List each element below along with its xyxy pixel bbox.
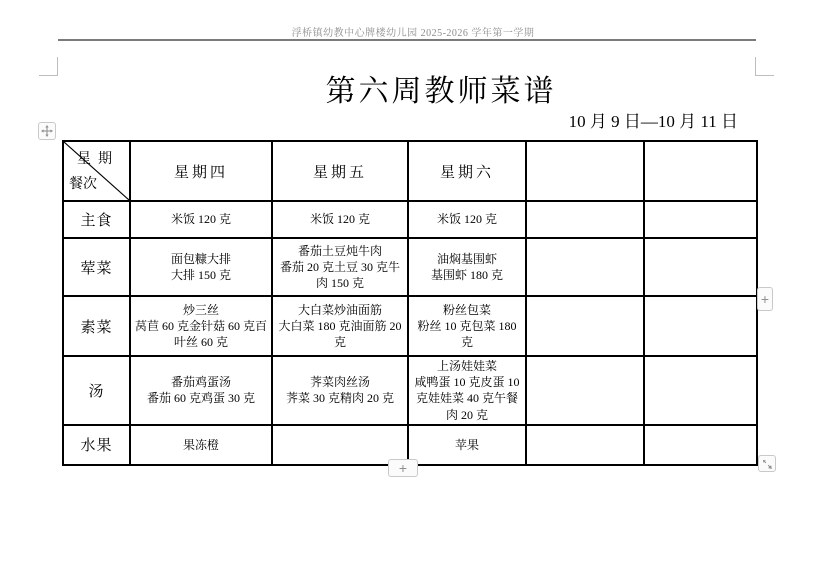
header-rule — [58, 39, 756, 41]
running-header — [0, 24, 826, 39]
date-range: 10 月 9 日—10 月 11 日 — [568, 112, 738, 131]
menu-cell[interactable] — [408, 201, 526, 238]
menu-line: 面包糠大排 — [170, 251, 231, 266]
menu-cell[interactable] — [130, 238, 272, 296]
running-header-text: 浮桥镇幼教中心牌楼幼儿园 2025-2026 学年第一学期 — [291, 28, 535, 39]
day-header-3[interactable]: 星期六 — [408, 141, 526, 201]
menu-table-header-row — [63, 141, 757, 201]
add-row-button[interactable]: + — [388, 459, 418, 477]
menu-cell[interactable] — [644, 425, 757, 465]
margin-crop-mark-top-left — [39, 75, 58, 76]
menu-line: 荠菜 30 克精肉 20 克 — [285, 391, 394, 406]
menu-table — [62, 140, 758, 466]
menu-line: 基围虾 180 克 — [430, 268, 503, 282]
menu-line: 咸鸭蛋 10 克皮蛋 10 克娃娃菜 40 克午餐肉 20 克 — [414, 375, 520, 422]
menu-line: 上汤娃娃菜 — [436, 359, 497, 373]
row-label[interactable]: 汤 — [63, 356, 130, 425]
menu-cell[interactable] — [272, 296, 408, 356]
add-column-button[interactable]: + — [757, 287, 773, 311]
menu-row — [63, 296, 757, 356]
menu-cell[interactable] — [130, 425, 272, 465]
corner-label-week: 星 期 — [77, 152, 112, 167]
menu-row — [63, 238, 757, 296]
menu-cell[interactable] — [526, 356, 644, 425]
day-header-5[interactable] — [644, 141, 757, 201]
menu-line: 油焖基围虾 — [436, 251, 497, 266]
menu-cell[interactable] — [408, 425, 526, 465]
menu-line: 炒三丝 — [182, 302, 219, 317]
menu-cell[interactable] — [644, 356, 757, 425]
menu-cell[interactable] — [644, 201, 757, 238]
menu-line: 荠菜肉丝汤 — [309, 375, 370, 390]
row-label[interactable]: 主食 — [63, 201, 130, 238]
menu-cell[interactable] — [272, 238, 408, 296]
menu-row — [63, 356, 757, 425]
menu-line: 苹果 — [454, 437, 479, 452]
menu-table-body — [63, 201, 757, 465]
menu-cell[interactable] — [272, 425, 408, 465]
day-header-4[interactable] — [526, 141, 644, 201]
resize-icon — [761, 458, 773, 470]
day-header-2[interactable]: 星期五 — [272, 141, 408, 201]
table-move-handle[interactable] — [38, 122, 56, 140]
margin-crop-mark-top-right — [755, 75, 774, 76]
menu-line: 米饭 120 克 — [436, 212, 497, 227]
menu-line: 番茄 20 克土豆 30 克牛肉 150 克 — [279, 259, 400, 291]
menu-line: 米饭 120 克 — [309, 212, 370, 227]
menu-cell[interactable] — [272, 201, 408, 238]
row-label[interactable]: 荤菜 — [63, 238, 130, 296]
menu-cell[interactable] — [644, 238, 757, 296]
menu-line: 粉丝包菜 — [442, 302, 491, 317]
move-icon — [41, 125, 53, 137]
menu-cell[interactable] — [408, 238, 526, 296]
menu-cell[interactable] — [526, 296, 644, 356]
row-label[interactable]: 素菜 — [63, 296, 130, 356]
menu-line: 果冻橙 — [182, 437, 219, 452]
day-header-1[interactable]: 星期四 — [130, 141, 272, 201]
table-resize-handle[interactable] — [758, 455, 776, 472]
menu-cell[interactable] — [526, 201, 644, 238]
menu-cell[interactable] — [644, 296, 757, 356]
menu-cell[interactable] — [130, 296, 272, 356]
menu-cell[interactable] — [408, 296, 526, 356]
row-label[interactable]: 水果 — [63, 425, 130, 465]
menu-line: 番茄土豆炖牛肉 — [297, 243, 382, 258]
menu-line: 莴苣 60 克金针菇 60 克百叶丝 60 克 — [134, 318, 267, 350]
menu-cell[interactable] — [526, 238, 644, 296]
menu-row — [63, 201, 757, 238]
menu-line: 番茄 60 克鸡蛋 30 克 — [146, 391, 255, 406]
menu-cell[interactable] — [130, 201, 272, 238]
menu-cell[interactable] — [130, 356, 272, 425]
menu-line: 大白菜炒油面筋 — [297, 302, 382, 317]
menu-line: 粉丝 10 克包菜 180 克 — [417, 318, 517, 350]
corner-cell[interactable] — [63, 141, 130, 201]
menu-cell[interactable] — [526, 425, 644, 465]
menu-cell[interactable] — [408, 356, 526, 425]
menu-line: 米饭 120 克 — [170, 212, 231, 227]
page-title: 第六周教师菜谱 — [325, 75, 557, 108]
menu-line: 番茄鸡蛋汤 — [170, 375, 231, 390]
menu-line: 大排 150 克 — [170, 268, 231, 282]
menu-cell[interactable] — [272, 356, 408, 425]
corner-label-meal: 餐次 — [69, 177, 97, 192]
menu-line: 大白菜 180 克油面筋 20 克 — [278, 318, 402, 350]
